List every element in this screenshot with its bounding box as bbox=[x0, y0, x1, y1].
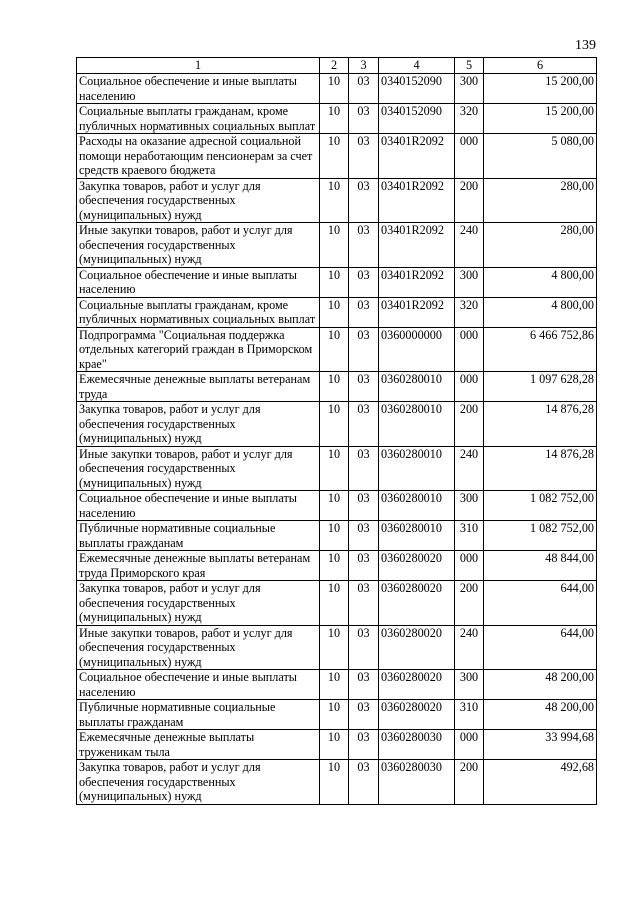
row-target-article: 0360280020 bbox=[379, 700, 455, 730]
row-section: 10 bbox=[320, 700, 349, 730]
row-subsection: 03 bbox=[349, 223, 379, 268]
row-name: Социальные выплаты гражданам, кроме публичных нормативных социальных выплат bbox=[77, 297, 320, 327]
row-section: 10 bbox=[320, 178, 349, 223]
row-subsection: 03 bbox=[349, 491, 379, 521]
row-amount: 48 200,00 bbox=[484, 670, 597, 700]
row-name: Иные закупки товаров, работ и услуг для обеспечения государственных (муниципальных) нужд bbox=[77, 446, 320, 491]
row-expense-type: 000 bbox=[455, 134, 484, 179]
row-target-article: 0340152090 bbox=[379, 74, 455, 104]
row-name: Подпрограмма "Социальная поддержка отдельных категорий граждан в Приморском крае" bbox=[77, 327, 320, 372]
row-section: 10 bbox=[320, 134, 349, 179]
table-row bbox=[77, 223, 597, 268]
table-body bbox=[77, 74, 597, 805]
row-target-article: 0360280010 bbox=[379, 446, 455, 491]
row-expense-type: 310 bbox=[455, 700, 484, 730]
table-row bbox=[77, 581, 597, 626]
row-amount: 1 097 628,28 bbox=[484, 372, 597, 402]
row-amount: 280,00 bbox=[484, 223, 597, 268]
row-target-article: 03401R2092 bbox=[379, 178, 455, 223]
row-expense-type: 200 bbox=[455, 178, 484, 223]
row-target-article: 0360280030 bbox=[379, 760, 455, 805]
row-subsection: 03 bbox=[349, 134, 379, 179]
row-section: 10 bbox=[320, 267, 349, 297]
row-amount: 4 800,00 bbox=[484, 267, 597, 297]
row-target-article: 03401R2092 bbox=[379, 267, 455, 297]
row-section: 10 bbox=[320, 730, 349, 760]
row-expense-type: 200 bbox=[455, 581, 484, 626]
table-row bbox=[77, 297, 597, 327]
header-col-4: 4 bbox=[379, 58, 455, 74]
row-target-article: 0360280010 bbox=[379, 521, 455, 551]
table-row bbox=[77, 625, 597, 670]
row-amount: 280,00 bbox=[484, 178, 597, 223]
row-expense-type: 200 bbox=[455, 760, 484, 805]
row-expense-type: 000 bbox=[455, 551, 484, 581]
table-row bbox=[77, 178, 597, 223]
row-subsection: 03 bbox=[349, 372, 379, 402]
row-expense-type: 300 bbox=[455, 670, 484, 700]
row-amount: 33 994,68 bbox=[484, 730, 597, 760]
table-row bbox=[77, 327, 597, 372]
header-row bbox=[77, 58, 597, 74]
header-col-6: 6 bbox=[484, 58, 597, 74]
row-section: 10 bbox=[320, 297, 349, 327]
row-name: Закупка товаров, работ и услуг для обеспечения государственных (муниципальных) нужд bbox=[77, 760, 320, 805]
row-section: 10 bbox=[320, 521, 349, 551]
row-amount: 48 200,00 bbox=[484, 700, 597, 730]
row-section: 10 bbox=[320, 760, 349, 805]
table-header bbox=[77, 58, 597, 74]
row-name: Закупка товаров, работ и услуг для обеспечения государственных (муниципальных) нужд bbox=[77, 402, 320, 447]
row-expense-type: 320 bbox=[455, 297, 484, 327]
row-subsection: 03 bbox=[349, 551, 379, 581]
table-row bbox=[77, 760, 597, 805]
row-target-article: 0360280020 bbox=[379, 581, 455, 626]
row-amount: 1 082 752,00 bbox=[484, 491, 597, 521]
row-subsection: 03 bbox=[349, 700, 379, 730]
row-name: Иные закупки товаров, работ и услуг для обеспечения государственных (муниципальных) нужд bbox=[77, 223, 320, 268]
row-subsection: 03 bbox=[349, 581, 379, 626]
table-row bbox=[77, 372, 597, 402]
row-expense-type: 000 bbox=[455, 327, 484, 372]
row-subsection: 03 bbox=[349, 446, 379, 491]
row-subsection: 03 bbox=[349, 730, 379, 760]
row-target-article: 0360280030 bbox=[379, 730, 455, 760]
row-section: 10 bbox=[320, 104, 349, 134]
row-expense-type: 240 bbox=[455, 625, 484, 670]
row-amount: 48 844,00 bbox=[484, 551, 597, 581]
row-section: 10 bbox=[320, 446, 349, 491]
table-row bbox=[77, 670, 597, 700]
row-name: Публичные нормативные социальные выплаты гражданам bbox=[77, 700, 320, 730]
row-section: 10 bbox=[320, 551, 349, 581]
row-amount: 6 466 752,86 bbox=[484, 327, 597, 372]
row-amount: 4 800,00 bbox=[484, 297, 597, 327]
row-name: Закупка товаров, работ и услуг для обеспечения государственных (муниципальных) нужд bbox=[77, 178, 320, 223]
row-subsection: 03 bbox=[349, 297, 379, 327]
table-row bbox=[77, 446, 597, 491]
row-expense-type: 300 bbox=[455, 74, 484, 104]
row-subsection: 03 bbox=[349, 760, 379, 805]
row-section: 10 bbox=[320, 581, 349, 626]
row-name: Иные закупки товаров, работ и услуг для обеспечения государственных (муниципальных) нужд bbox=[77, 625, 320, 670]
row-name: Социальное обеспечение и иные выплаты населению bbox=[77, 74, 320, 104]
row-expense-type: 200 bbox=[455, 402, 484, 447]
row-subsection: 03 bbox=[349, 104, 379, 134]
row-section: 10 bbox=[320, 74, 349, 104]
row-section: 10 bbox=[320, 491, 349, 521]
table-row bbox=[77, 104, 597, 134]
row-subsection: 03 bbox=[349, 625, 379, 670]
row-expense-type: 300 bbox=[455, 491, 484, 521]
row-amount: 15 200,00 bbox=[484, 104, 597, 134]
row-name: Социальное обеспечение и иные выплаты населению bbox=[77, 267, 320, 297]
row-target-article: 03401R2092 bbox=[379, 134, 455, 179]
row-name: Социальные выплаты гражданам, кроме публичных нормативных социальных выплат bbox=[77, 104, 320, 134]
row-subsection: 03 bbox=[349, 670, 379, 700]
row-amount: 5 080,00 bbox=[484, 134, 597, 179]
row-amount: 14 876,28 bbox=[484, 446, 597, 491]
row-target-article: 0360280010 bbox=[379, 372, 455, 402]
row-target-article: 0360280020 bbox=[379, 625, 455, 670]
row-name: Ежемесячные денежные выплаты ветеранам труда bbox=[77, 372, 320, 402]
row-section: 10 bbox=[320, 625, 349, 670]
row-name: Расходы на оказание адресной социальной помощи неработающим пенсионерам за счет средств краевого бюджета bbox=[77, 134, 320, 179]
row-section: 10 bbox=[320, 327, 349, 372]
row-subsection: 03 bbox=[349, 521, 379, 551]
row-name: Социальное обеспечение и иные выплаты населению bbox=[77, 670, 320, 700]
row-subsection: 03 bbox=[349, 402, 379, 447]
row-expense-type: 310 bbox=[455, 521, 484, 551]
row-name: Публичные нормативные социальные выплаты гражданам bbox=[77, 521, 320, 551]
row-name: Ежемесячные денежные выплаты труженикам тыла bbox=[77, 730, 320, 760]
budget-table bbox=[76, 57, 597, 805]
row-target-article: 03401R2092 bbox=[379, 223, 455, 268]
row-target-article: 0360280010 bbox=[379, 402, 455, 447]
row-expense-type: 320 bbox=[455, 104, 484, 134]
row-amount: 644,00 bbox=[484, 625, 597, 670]
row-name: Социальное обеспечение и иные выплаты населению bbox=[77, 491, 320, 521]
table-row bbox=[77, 491, 597, 521]
table-row bbox=[77, 700, 597, 730]
row-section: 10 bbox=[320, 223, 349, 268]
row-subsection: 03 bbox=[349, 178, 379, 223]
row-expense-type: 240 bbox=[455, 446, 484, 491]
header-col-3: 3 bbox=[349, 58, 379, 74]
row-target-article: 03401R2092 bbox=[379, 297, 455, 327]
header-col-1: 1 bbox=[77, 58, 320, 74]
row-amount: 15 200,00 bbox=[484, 74, 597, 104]
row-target-article: 0360000000 bbox=[379, 327, 455, 372]
row-expense-type: 000 bbox=[455, 372, 484, 402]
row-target-article: 0340152090 bbox=[379, 104, 455, 134]
header-col-5: 5 bbox=[455, 58, 484, 74]
row-section: 10 bbox=[320, 670, 349, 700]
table-row bbox=[77, 730, 597, 760]
table-row bbox=[77, 402, 597, 447]
row-target-article: 0360280020 bbox=[379, 670, 455, 700]
row-name: Ежемесячные денежные выплаты ветеранам труда Приморского края bbox=[77, 551, 320, 581]
row-subsection: 03 bbox=[349, 267, 379, 297]
header-col-2: 2 bbox=[320, 58, 349, 74]
row-name: Закупка товаров, работ и услуг для обеспечения государственных (муниципальных) нужд bbox=[77, 581, 320, 626]
row-amount: 644,00 bbox=[484, 581, 597, 626]
table-row bbox=[77, 74, 597, 104]
row-expense-type: 300 bbox=[455, 267, 484, 297]
row-amount: 14 876,28 bbox=[484, 402, 597, 447]
row-subsection: 03 bbox=[349, 74, 379, 104]
page-number: 139 bbox=[575, 38, 596, 53]
row-expense-type: 000 bbox=[455, 730, 484, 760]
row-expense-type: 240 bbox=[455, 223, 484, 268]
table-row bbox=[77, 134, 597, 179]
row-target-article: 0360280010 bbox=[379, 491, 455, 521]
table-row bbox=[77, 551, 597, 581]
table-row bbox=[77, 521, 597, 551]
row-section: 10 bbox=[320, 402, 349, 447]
table-row bbox=[77, 267, 597, 297]
row-amount: 1 082 752,00 bbox=[484, 521, 597, 551]
row-target-article: 0360280020 bbox=[379, 551, 455, 581]
row-section: 10 bbox=[320, 372, 349, 402]
row-amount: 492,68 bbox=[484, 760, 597, 805]
row-subsection: 03 bbox=[349, 327, 379, 372]
